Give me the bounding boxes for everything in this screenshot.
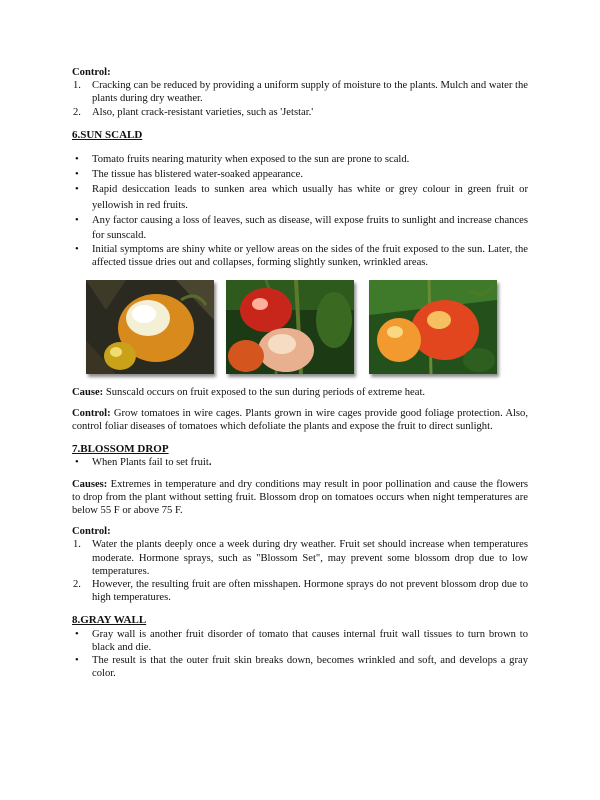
bullet-icon: •	[75, 457, 79, 469]
list-item	[72, 578, 528, 604]
bullet-icon: •	[75, 244, 79, 256]
causes-label: Causes:	[72, 478, 108, 490]
list-number: 2.	[73, 106, 81, 118]
list-text: The tissue has blistered water-soaked appearance.	[92, 169, 303, 181]
list-text-end: .	[208, 457, 212, 469]
bullet-icon: •	[75, 214, 79, 226]
section-heading: 7.BLOSSOM DROP	[72, 443, 169, 456]
list-text: Water the plants deeply once a week during dry weather. Fruit set should increase when temperatures moderate. Hormone sprays, such as "Blossom Set", may prevent some blossom drop due to low temperatures.	[92, 539, 528, 577]
control-text: Grow tomatoes in wire cages. Plants grown in wire cages provide good foliage protection. Also, control foliar diseases of tomatoes which defoliate the plants and expose the fruit to direct sunlight.	[72, 407, 528, 433]
list-text: When Plants fail to set fruit	[92, 457, 209, 469]
bullet-icon: •	[75, 628, 79, 640]
list-item	[72, 654, 528, 680]
list-text: Tomato fruits nearing maturity when exposed to the sun are prone to scald.	[92, 154, 410, 166]
section-heading: 8.GRAY WALL	[72, 614, 147, 627]
list-text: Also, plant crack-resistant varieties, such as 'Jetstar.'	[92, 106, 314, 118]
section-heading: 6.SUN SCALD	[72, 128, 143, 141]
sunscald-photos	[86, 280, 528, 378]
list-item	[72, 628, 528, 654]
list-text: Initial symptoms are shiny white or yellow areas on the sides of the fruit exposed to the sun. Later, the affected tissue dries out and collapses, forming slightly sunken, wrinkled areas.	[92, 244, 528, 269]
list-number: 1.	[73, 80, 81, 92]
sunscald-photo-2	[226, 280, 354, 374]
list-item	[72, 182, 528, 212]
bullet-icon: •	[75, 184, 79, 196]
control-label: Control:	[72, 67, 111, 78]
list-text: However, the resulting fruit are often misshapen. Hormone sprays do not prevent blossom drop due to high temperatures.	[92, 579, 528, 604]
document-page	[72, 66, 528, 681]
list-item	[72, 243, 528, 269]
blossom-bullets	[72, 456, 528, 469]
list-text: Any factor causing a loss of leaves, such as disease, will expose fruits to sunlight and increase chances for sunscald.	[92, 214, 528, 242]
cause-label: Cause:	[72, 386, 104, 398]
graywall-bullets	[72, 628, 528, 681]
control-label: Control:	[72, 407, 111, 419]
list-number: 2.	[73, 579, 81, 591]
list-item	[72, 152, 528, 167]
list-item	[72, 106, 528, 119]
control-paragraph	[72, 407, 528, 433]
list-item	[72, 79, 528, 105]
control-list	[72, 79, 528, 119]
list-text: Cracking can be reduced by providing a uniform supply of moisture to the plants. Mulch and water the plants during dry weather.	[92, 80, 528, 105]
sunscald-bullets	[72, 152, 528, 270]
list-text: Rapid desiccation leads to sunken area which usually has white or grey colour in green fruit or yellowish in red fruits.	[92, 184, 528, 211]
control-label: Control:	[72, 526, 111, 538]
sunscald-photo-1	[86, 280, 214, 374]
list-item	[72, 167, 528, 182]
list-number: 1.	[73, 539, 81, 551]
list-item	[72, 456, 528, 469]
list-item	[72, 213, 528, 243]
list-item	[72, 538, 528, 578]
sunscald-photo-3	[369, 280, 497, 374]
causes-text: Extremes in temperature and dry conditions may result in poor pollination and cause the flowers to drop from the plant without setting fruit. Blossom drop on tomatoes occurs when night temperatures are below 55 F or above 75 F.	[72, 478, 528, 517]
list-text: Gray wall is another fruit disorder of tomato that causes internal fruit wall tissues to turn brown to black and die.	[92, 628, 528, 653]
cause-text: Sunscald occurs on fruit exposed to the sun during periods of extreme heat.	[103, 386, 426, 398]
blossom-control-list	[72, 538, 528, 604]
causes-paragraph	[72, 478, 528, 518]
list-text: The result is that the outer fruit skin breaks down, becomes wrinkled and soft, and develops a gray color.	[92, 655, 528, 680]
bullet-icon: •	[75, 169, 79, 181]
cause-paragraph	[72, 386, 528, 399]
bullet-icon: •	[75, 655, 79, 667]
bullet-icon: •	[75, 154, 79, 166]
